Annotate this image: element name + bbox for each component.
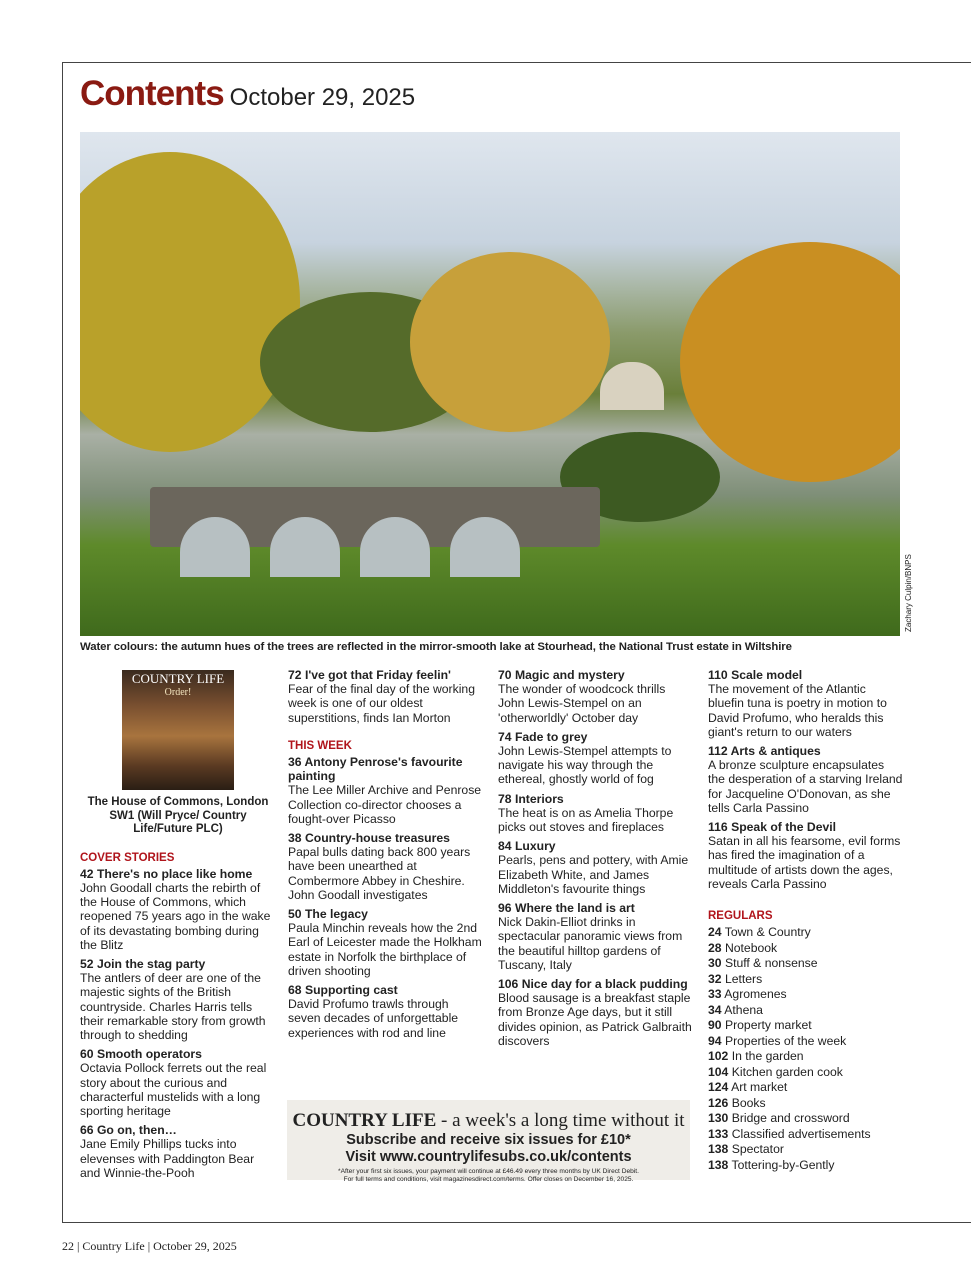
article-entry[interactable] [498, 730, 694, 787]
page-number: 68 [288, 983, 302, 998]
article-title: Go on, then… [96, 1123, 177, 1138]
article-title: Smooth operators [96, 1047, 202, 1062]
article-title: Nice day for a black pudding [521, 977, 688, 992]
article-desc: The heat is on as Amelia Thorpe picks out stoves and fireplaces [498, 805, 674, 835]
page-footer: 22 | Country Life | October 29, 2025 [62, 1239, 237, 1253]
article-entry[interactable] [288, 907, 484, 978]
page-number: 90 [708, 1018, 722, 1033]
regular-entry[interactable] [708, 1127, 904, 1143]
page-number: 32 [708, 971, 722, 986]
article-entry[interactable] [498, 668, 694, 725]
article-entry[interactable] [498, 839, 694, 896]
regular-title: Stuff & nonsense [724, 956, 818, 971]
regular-entry[interactable] [708, 972, 904, 988]
article-entry[interactable] [708, 744, 904, 815]
issue-date: October 29, 2025 [229, 84, 416, 111]
regular-entry[interactable] [708, 956, 904, 972]
article-entry[interactable] [498, 792, 694, 835]
photo-credit: Zachary Culpin/BNPS [904, 554, 913, 632]
article-desc: Octavia Pollock ferrets out the real story about the curious and characterful mustelids with a long sporting heritage [80, 1061, 267, 1118]
regular-entry[interactable] [708, 941, 904, 957]
section-this-week: THIS WEEK [288, 739, 352, 752]
cover-masthead: COUNTRY LIFE [131, 671, 225, 686]
section-regulars: REGULARS [708, 910, 773, 923]
article-desc: Jane Emily Phillips tucks into elevenses with Paddington Bear and Winnie-the-Pooh [80, 1137, 255, 1180]
article-title: The legacy [304, 907, 368, 922]
pantheon-temple [600, 362, 664, 410]
promo-terms-1: *After your first six issues, your payment will continue at £46.49 every three months by UK Direct Debit. [338, 1168, 639, 1175]
article-title: Antony Penrose's favourite painting [288, 755, 463, 784]
page-number: 60 [80, 1047, 94, 1062]
article-title: I've got that Friday feelin' [304, 668, 451, 682]
article-desc: Satan in all his fearsome, evil forms has fired the imagination of a multitude of artists down the ages, reveals Carla Passino [708, 834, 901, 891]
article-desc: Pearls, pens and pottery, with Amie Elizabeth White, and James Middleton's favourite things [498, 853, 689, 896]
page-title [80, 74, 415, 114]
article-desc: The antlers of deer are one of the majestic sights of the British countryside. Charles Harris tells their remarkable story from growth through to shedding [80, 971, 266, 1042]
article-desc: John Goodall charts the rebirth of the House of Commons, which reopened 75 years ago in the wake of its devastating bombing during the Blitz [80, 880, 271, 952]
article-desc: Paula Minchin reveals how the 2nd Earl of Leicester made the Holkham estate in Norfolk the birthplace of driven shooting [288, 921, 482, 978]
regular-title: Properties of the week [724, 1033, 847, 1048]
page-number: 124 [708, 1080, 729, 1095]
cover-line: Order! [164, 687, 192, 699]
regular-title: Notebook [724, 940, 778, 955]
article-desc: A bronze sculpture encapsulates the desperation of a starving Ireland for Jacqueline O'Donovan, as she tells Carla Passino [708, 758, 903, 815]
column-4 [708, 668, 904, 1173]
article-desc: David Profumo trawls through seven decades of unforgettable experiences with rod and line [288, 997, 459, 1040]
promo-tagline: - a week's a long time without it [441, 1110, 685, 1131]
regular-entry[interactable] [708, 1080, 904, 1096]
article-desc: The Lee Miller Archive and Penrose Collection co-director chooses a fought-over Picasso [288, 783, 482, 826]
page-number: 138 [708, 1142, 729, 1157]
contents-heading: Contents [80, 74, 224, 113]
page-number: 106 [498, 977, 519, 992]
article-title: Where the land is art [514, 901, 635, 916]
section-cover-stories: COVER STORIES [80, 851, 175, 864]
article-desc: Nick Dakin-Elliot drinks in spectacular panoramic views from the beautiful hilltop gardens of Tuscany, Italy [498, 915, 683, 972]
article-entry[interactable] [80, 957, 276, 1042]
page-number: 112 [708, 744, 728, 759]
regular-title: In the garden [731, 1049, 804, 1064]
article-title: Scale model [731, 668, 803, 682]
article-desc: Papal bulls dating back 800 years have been unearthed at Combermore Abbey in Cheshire. John Goodall investigates [288, 845, 471, 902]
page-number: 28 [708, 940, 722, 955]
promo-offer: Subscribe and receive six issues for £10* [346, 1132, 631, 1148]
regular-entry[interactable] [708, 925, 904, 941]
regular-title: Kitchen garden cook [731, 1064, 843, 1079]
article-entry[interactable] [498, 977, 694, 1048]
regular-entry[interactable] [708, 1111, 904, 1127]
page-number: 52 [80, 956, 94, 971]
article-desc: Blood sausage is a breakfast staple from Bronze Age days, but it still divides opinion, as Patrick Galbraith discovers [498, 991, 692, 1048]
article-desc: The movement of the Atlantic bluefin tuna is poetry in motion to David Profumo, who heralds this giant's return to our waters [708, 682, 887, 739]
article-entry[interactable] [498, 901, 694, 972]
regular-title: Bridge and crossword [731, 1111, 850, 1126]
promo-terms-2: For full terms and conditions, visit magazinesdirect.com/terms. Offer closes on December 16, 2025. [343, 1176, 634, 1183]
magazine-cover[interactable] [122, 670, 234, 790]
page-number: 30 [708, 956, 722, 971]
page-number: 133 [708, 1126, 729, 1141]
article-entry[interactable] [288, 983, 484, 1040]
regular-title: Property market [724, 1018, 812, 1033]
regular-entry[interactable] [708, 1018, 904, 1034]
regular-title: Agromenes [724, 987, 787, 1002]
article-title: Arts & antiques [730, 744, 821, 759]
regular-entry[interactable] [708, 1034, 904, 1050]
regular-entry[interactable] [708, 1142, 904, 1158]
page-number: 104 [708, 1064, 729, 1079]
article-entry[interactable] [80, 1047, 276, 1118]
column-1 [80, 668, 276, 1185]
cover-caption: The House of Commons, London SW1 (Will Pryce/ Country Life/Future PLC) [87, 796, 269, 835]
article-desc: John Lewis-Stempel attempts to navigate his way through the ethereal, ghostly world of fog [498, 744, 672, 787]
page-number: 70 [498, 668, 512, 682]
regular-title: Town & Country [724, 925, 811, 940]
article-desc: Fear of the final day of the working week is one of our oldest superstitions, finds Ian Morton [288, 682, 475, 725]
article-desc: The wonder of woodcock thrills John Lewis-Stempel on an 'otherworldly' October day [498, 682, 666, 725]
page-number: 24 [708, 925, 722, 940]
regular-entry[interactable] [708, 987, 904, 1003]
article-title: Interiors [514, 791, 564, 806]
article-entry[interactable] [80, 867, 276, 952]
page-number: 126 [708, 1095, 729, 1110]
page-number: 102 [708, 1049, 729, 1064]
page-number: 33 [708, 987, 722, 1002]
page-number: 138 [708, 1157, 729, 1172]
promo-brand: COUNTRY LIFE [292, 1110, 437, 1131]
page-number: 74 [498, 729, 512, 744]
regular-title: Letters [724, 971, 763, 986]
article-title: Supporting cast [304, 983, 398, 998]
page-number: 36 [288, 755, 302, 770]
article-title: Luxury [514, 839, 556, 854]
subscription-promo[interactable] [287, 1100, 690, 1183]
column-2 [288, 668, 484, 1045]
regular-title: Books [731, 1095, 766, 1110]
article-title: Speak of the Devil [731, 820, 837, 835]
article-title: Magic and mystery [514, 668, 625, 682]
page-number: 94 [708, 1033, 722, 1048]
page-number: 42 [80, 866, 94, 881]
regular-title: Athena [724, 1002, 763, 1017]
regular-entry[interactable] [708, 1049, 904, 1065]
page-number: 50 [288, 907, 302, 922]
page-number: 84 [498, 839, 512, 854]
regular-title: Art market [731, 1080, 788, 1095]
article-entry[interactable] [288, 668, 484, 725]
article-title: Country-house treasures [304, 831, 450, 846]
page-number: 130 [708, 1111, 729, 1126]
column-3 [498, 668, 694, 1053]
regular-title: Spectator [731, 1142, 784, 1157]
regular-entry[interactable] [708, 1003, 904, 1019]
regular-title: Tottering-by-Gently [731, 1157, 835, 1172]
article-title: Join the stag party [96, 956, 206, 971]
page-number: 78 [498, 791, 512, 806]
regular-title: Classified advertisements [731, 1126, 871, 1141]
page-number: 96 [498, 901, 512, 916]
page-number: 38 [288, 831, 302, 846]
regular-entry[interactable] [708, 1096, 904, 1112]
article-title: Fade to grey [514, 729, 588, 744]
stourhead-photo [80, 132, 900, 636]
page-number: 34 [708, 1002, 722, 1017]
regular-entry[interactable] [708, 1065, 904, 1081]
article-entry[interactable] [708, 820, 904, 891]
article-entry[interactable] [288, 831, 484, 902]
article-entry[interactable] [708, 668, 904, 739]
promo-url[interactable]: Visit www.countrylifesubs.co.uk/contents [345, 1149, 632, 1165]
regular-entry[interactable] [708, 1158, 904, 1174]
page-number: 66 [80, 1123, 94, 1138]
article-title: There's no place like home [96, 866, 253, 881]
page-number: 72 [288, 668, 302, 682]
photo-caption: Water colours: the autumn hues of the trees are reflected in the mirror-smooth lake at Stourhead, the National Trust estate in Wiltshire [80, 641, 792, 653]
page-number: 116 [708, 820, 728, 835]
page-number: 110 [708, 668, 728, 682]
article-entry[interactable] [80, 1123, 276, 1180]
article-entry[interactable] [288, 755, 484, 826]
